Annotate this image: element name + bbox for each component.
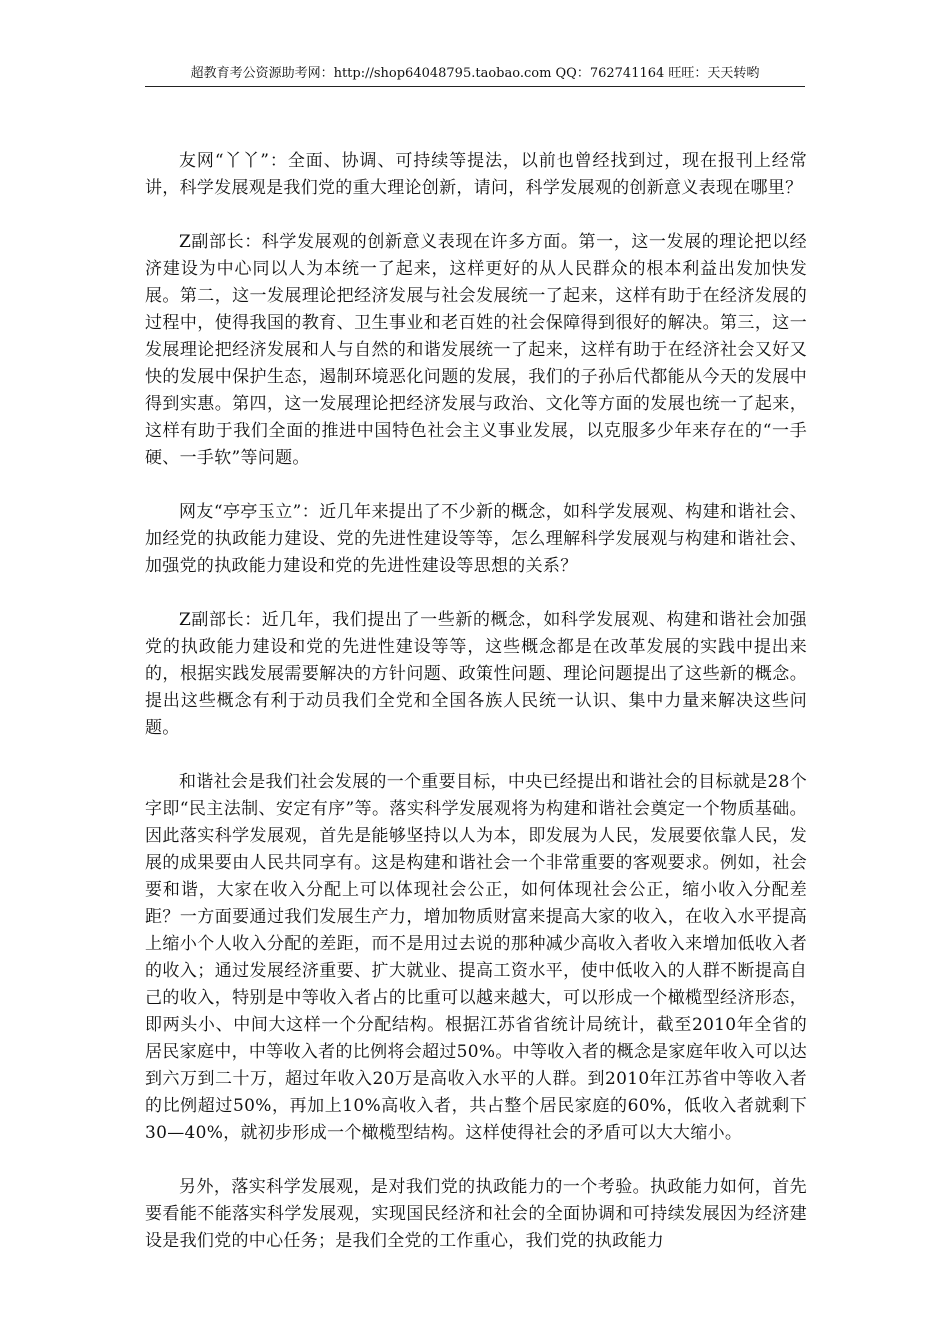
header-text: 超教育考公资源助考网：http://shop64048795.taobao.com QQ：762741164 旺旺：天天转哟 (190, 66, 760, 81)
paragraph-question-2: 网友“亭亭玉立”：近几年来提出了不少新的概念，如科学发展观、构建和谐社会、加经党的执政能力建设、党的先进性建设等等，怎么理解科学发展观与构建和谐社会、加强党的执政能力建设和党的先进性建设等思想的关系？ (145, 502, 807, 576)
paragraph-harmonious-society: 和谐社会是我们社会发展的一个重要目标，中央已经提出和谐社会的目标就是28个字即“民主法制、安定有序”等。落实科学发展观将为构建和谐社会奠定一个物质基础。因此落实科学发展观，首先是能够坚持以人为本，即发展为人民，发展要依靠人民，发展的成果要由人民共同享有。这是构建和谐社会一个非常重要的客观要求。例如，社会要和谐，大家在收入分配上可以体现社会公正，如何体现社会公正，缩小收入分配差距？一方面要通过我们发展生产力，增加物质财富来提高大家的收入，在收入水平提高上缩小个人收入分配的差距，而不是用过去说的那种减少高收入者收入来增加低收入者的收入；通过发展经济重要、扩大就业、提高工资水平，使中低收入的人群不断提高自己的收入，特别是中等收入者占的比重可以越来越大，可以形成一个橄榄型经济形态，即两头小、中间大这样一个分配结构。根据江苏省省统计局统计，截至2010年全省的居民家庭中，中等收入者的比例将会超过50%。中等收入者的概念是家庭年收入可以达到六万到二十万，超过年收入20万是高收入水平的人群。到2010年江苏省中等收入者的比例超过50%，再加上10%高收入者，共占整个居民家庭的60%，低收入者就剩下30—40%，就初步形成一个橄榄型结构。这样使得社会的矛盾可以大大缩小。 (145, 772, 807, 1143)
document-body (145, 148, 807, 1282)
paragraph-question-1: 友网“丫丫”：全面、协调、可持续等提法，以前也曾经找到过，现在报刊上经常讲，科学发展观是我们党的重大理论创新，请问，科学发展观的创新意义表现在哪里？ (145, 151, 807, 198)
paragraph-answer-1: Z副部长：科学发展观的创新意义表现在许多方面。第一，这一发展的理论把以经济建设为中心同以人为本统一了起来，这样更好的从人民群众的根本利益出发加快发展。第二，这一发展理论把经济发展与社会发展统一了起来，这样有助于在经济发展的过程中，使得我国的教育、卫生事业和老百姓的社会保障得到很好的解决。第三，这一发展理论把经济发展和人与自然的和谐发展统一了起来，这样有助于在经济社会又好又快的发展中保护生态，遏制环境恶化问题的发展，我们的子孙后代都能从今天的发展中得到实惠。第四，这一发展理论把经济发展与政治、文化等方面的发展也统一了起来，这样有助于我们全面的推进中国特色社会主义事业发展，以克服多少年来存在的“一手硬、一手软”等问题。 (145, 232, 807, 468)
page-header (145, 62, 805, 87)
paragraph-answer-2: Z副部长：近几年，我们提出了一些新的概念，如科学发展观、构建和谐社会加强党的执政能力建设和党的先进性建设等等，这些概念都是在改革发展的实践中提出来的，根据实践发展需要解决的方针问题、政策性问题、理论问题提出了这些新的概念。提出这些概念有利于动员我们全党和全国各族人民统一认识、集中力量来解决这些问题。 (145, 610, 807, 738)
paragraph-governing-capacity: 另外，落实科学发展观，是对我们党的执政能力的一个考验。执政能力如何，首先要看能不能落实科学发展观，实现国民经济和社会的全面协调和可持续发展因为经济建设是我们党的中心任务；是我们全党的工作重心，我们党的执政能力 (145, 1177, 807, 1251)
